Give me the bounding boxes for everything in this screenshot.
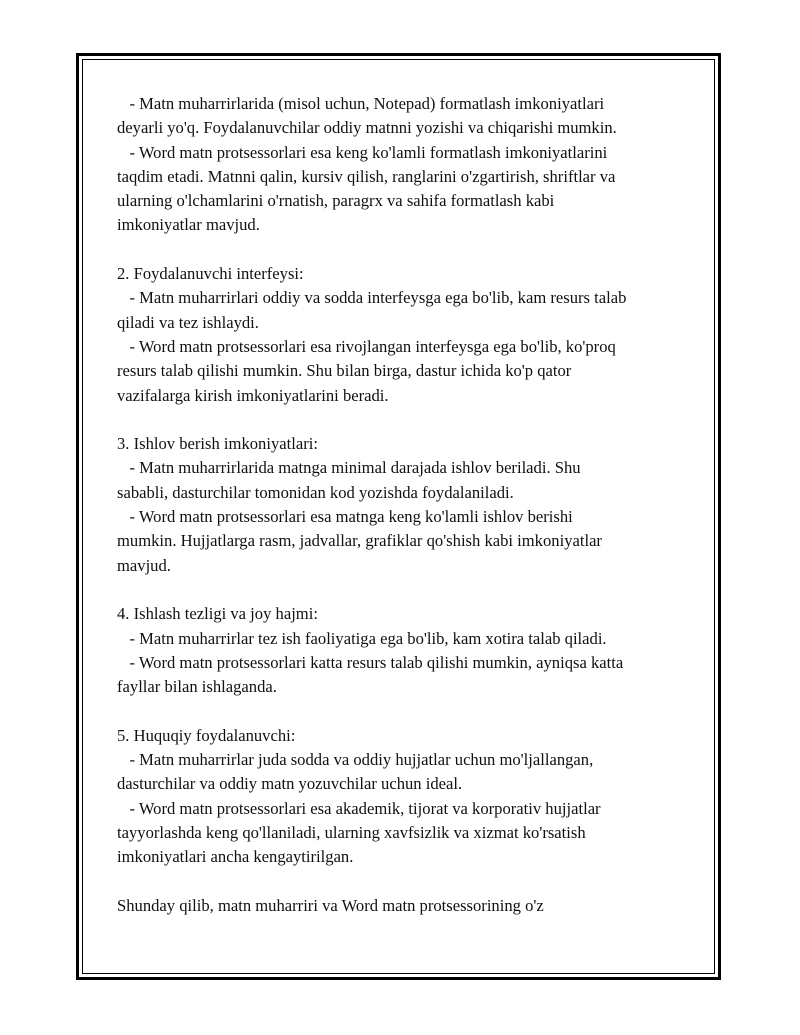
text-line: deyarli yo'q. Foydalanuvchilar oddiy matnni yozishi va chiqarishi mumkin. xyxy=(117,118,617,138)
text-line: imkoniyatlar mavjud. xyxy=(117,215,260,235)
text-line: mumkin. Hujjatlarga rasm, jadvallar, grafiklar qo'shish kabi imkoniyatlar xyxy=(117,531,602,551)
text-line: - Word matn protsessorlari esa akademik, tijorat va korporativ hujjatlar xyxy=(117,798,601,818)
text-line: - Word matn protsessorlari katta resurs talab qilishi mumkin, ayniqsa katta xyxy=(117,652,624,672)
section-heading: 4. Ishlash tezligi va joy hajmi: xyxy=(117,604,318,624)
text-line: Shunday qilib, matn muharriri va Word matn protsessorining o'z xyxy=(117,895,544,915)
text-line: qiladi va tez ishlaydi. xyxy=(117,312,259,332)
document-body xyxy=(117,92,697,918)
text-line: resurs talab qilishi mumkin. Shu bilan birga, dastur ichida ko'p qator xyxy=(117,361,572,381)
blank-line xyxy=(117,699,697,723)
text-line: vazifalarga kirish imkoniyatlarini beradi. xyxy=(117,385,389,405)
text-line: mavjud. xyxy=(117,555,171,575)
blank-line xyxy=(117,408,697,432)
text-line: - Matn muharrirlarida matnga minimal darajada ishlov beriladi. Shu xyxy=(117,458,581,478)
section-heading: 2. Foydalanuvchi interfeysi: xyxy=(117,264,304,284)
text-line: - Matn muharrirlarida (misol uchun, Notepad) formatlash imkoniyatlari xyxy=(117,94,605,113)
section-heading: 3. Ishlov berish imkoniyatlari: xyxy=(117,434,318,454)
text-line: imkoniyatlari ancha kengaytirilgan. xyxy=(117,847,354,867)
text-line: taqdim etadi. Matnni qalin, kursiv qilish, ranglarini o'zgartirish, shriftlar va xyxy=(117,166,616,186)
text-line: ularning o'lchamlarini o'rnatish, paragrx va sahifa formatlash kabi xyxy=(117,191,555,211)
blank-line xyxy=(117,870,697,894)
text-line: - Matn muharrirlari oddiy va sodda interfeysga ega bo'lib, kam resurs talab xyxy=(117,288,627,308)
text-line: fayllar bilan ishlaganda. xyxy=(117,677,277,697)
text-line: tayyorlashda keng qo'llaniladi, ularning xavfsizlik va xizmat ko'rsatish xyxy=(117,822,586,842)
text-line: - Word matn protsessorlari esa keng ko'lamli formatlash imkoniyatlarini xyxy=(117,142,608,162)
text-line: - Matn muharrirlar tez ish faoliyatiga ega bo'lib, kam xotira talab qiladi. xyxy=(117,628,607,648)
text-line: dasturchilar va oddiy matn yozuvchilar uchun ideal. xyxy=(117,774,463,794)
blank-line xyxy=(117,578,697,602)
text-line: - Word matn protsessorlari esa matnga keng ko'lamli ishlov berishi xyxy=(117,507,573,527)
text-line: - Matn muharrirlar juda sodda va oddiy hujjatlar uchun mo'ljallangan, xyxy=(117,750,594,770)
section-heading: 5. Huquqiy foydalanuvchi: xyxy=(117,725,296,745)
text-line: sababli, dasturchilar tomonidan kod yozishda foydalaniladi. xyxy=(117,482,514,502)
blank-line xyxy=(117,238,697,262)
text-line: - Word matn protsessorlari esa rivojlangan interfeysga ega bo'lib, ko'proq xyxy=(117,336,616,356)
